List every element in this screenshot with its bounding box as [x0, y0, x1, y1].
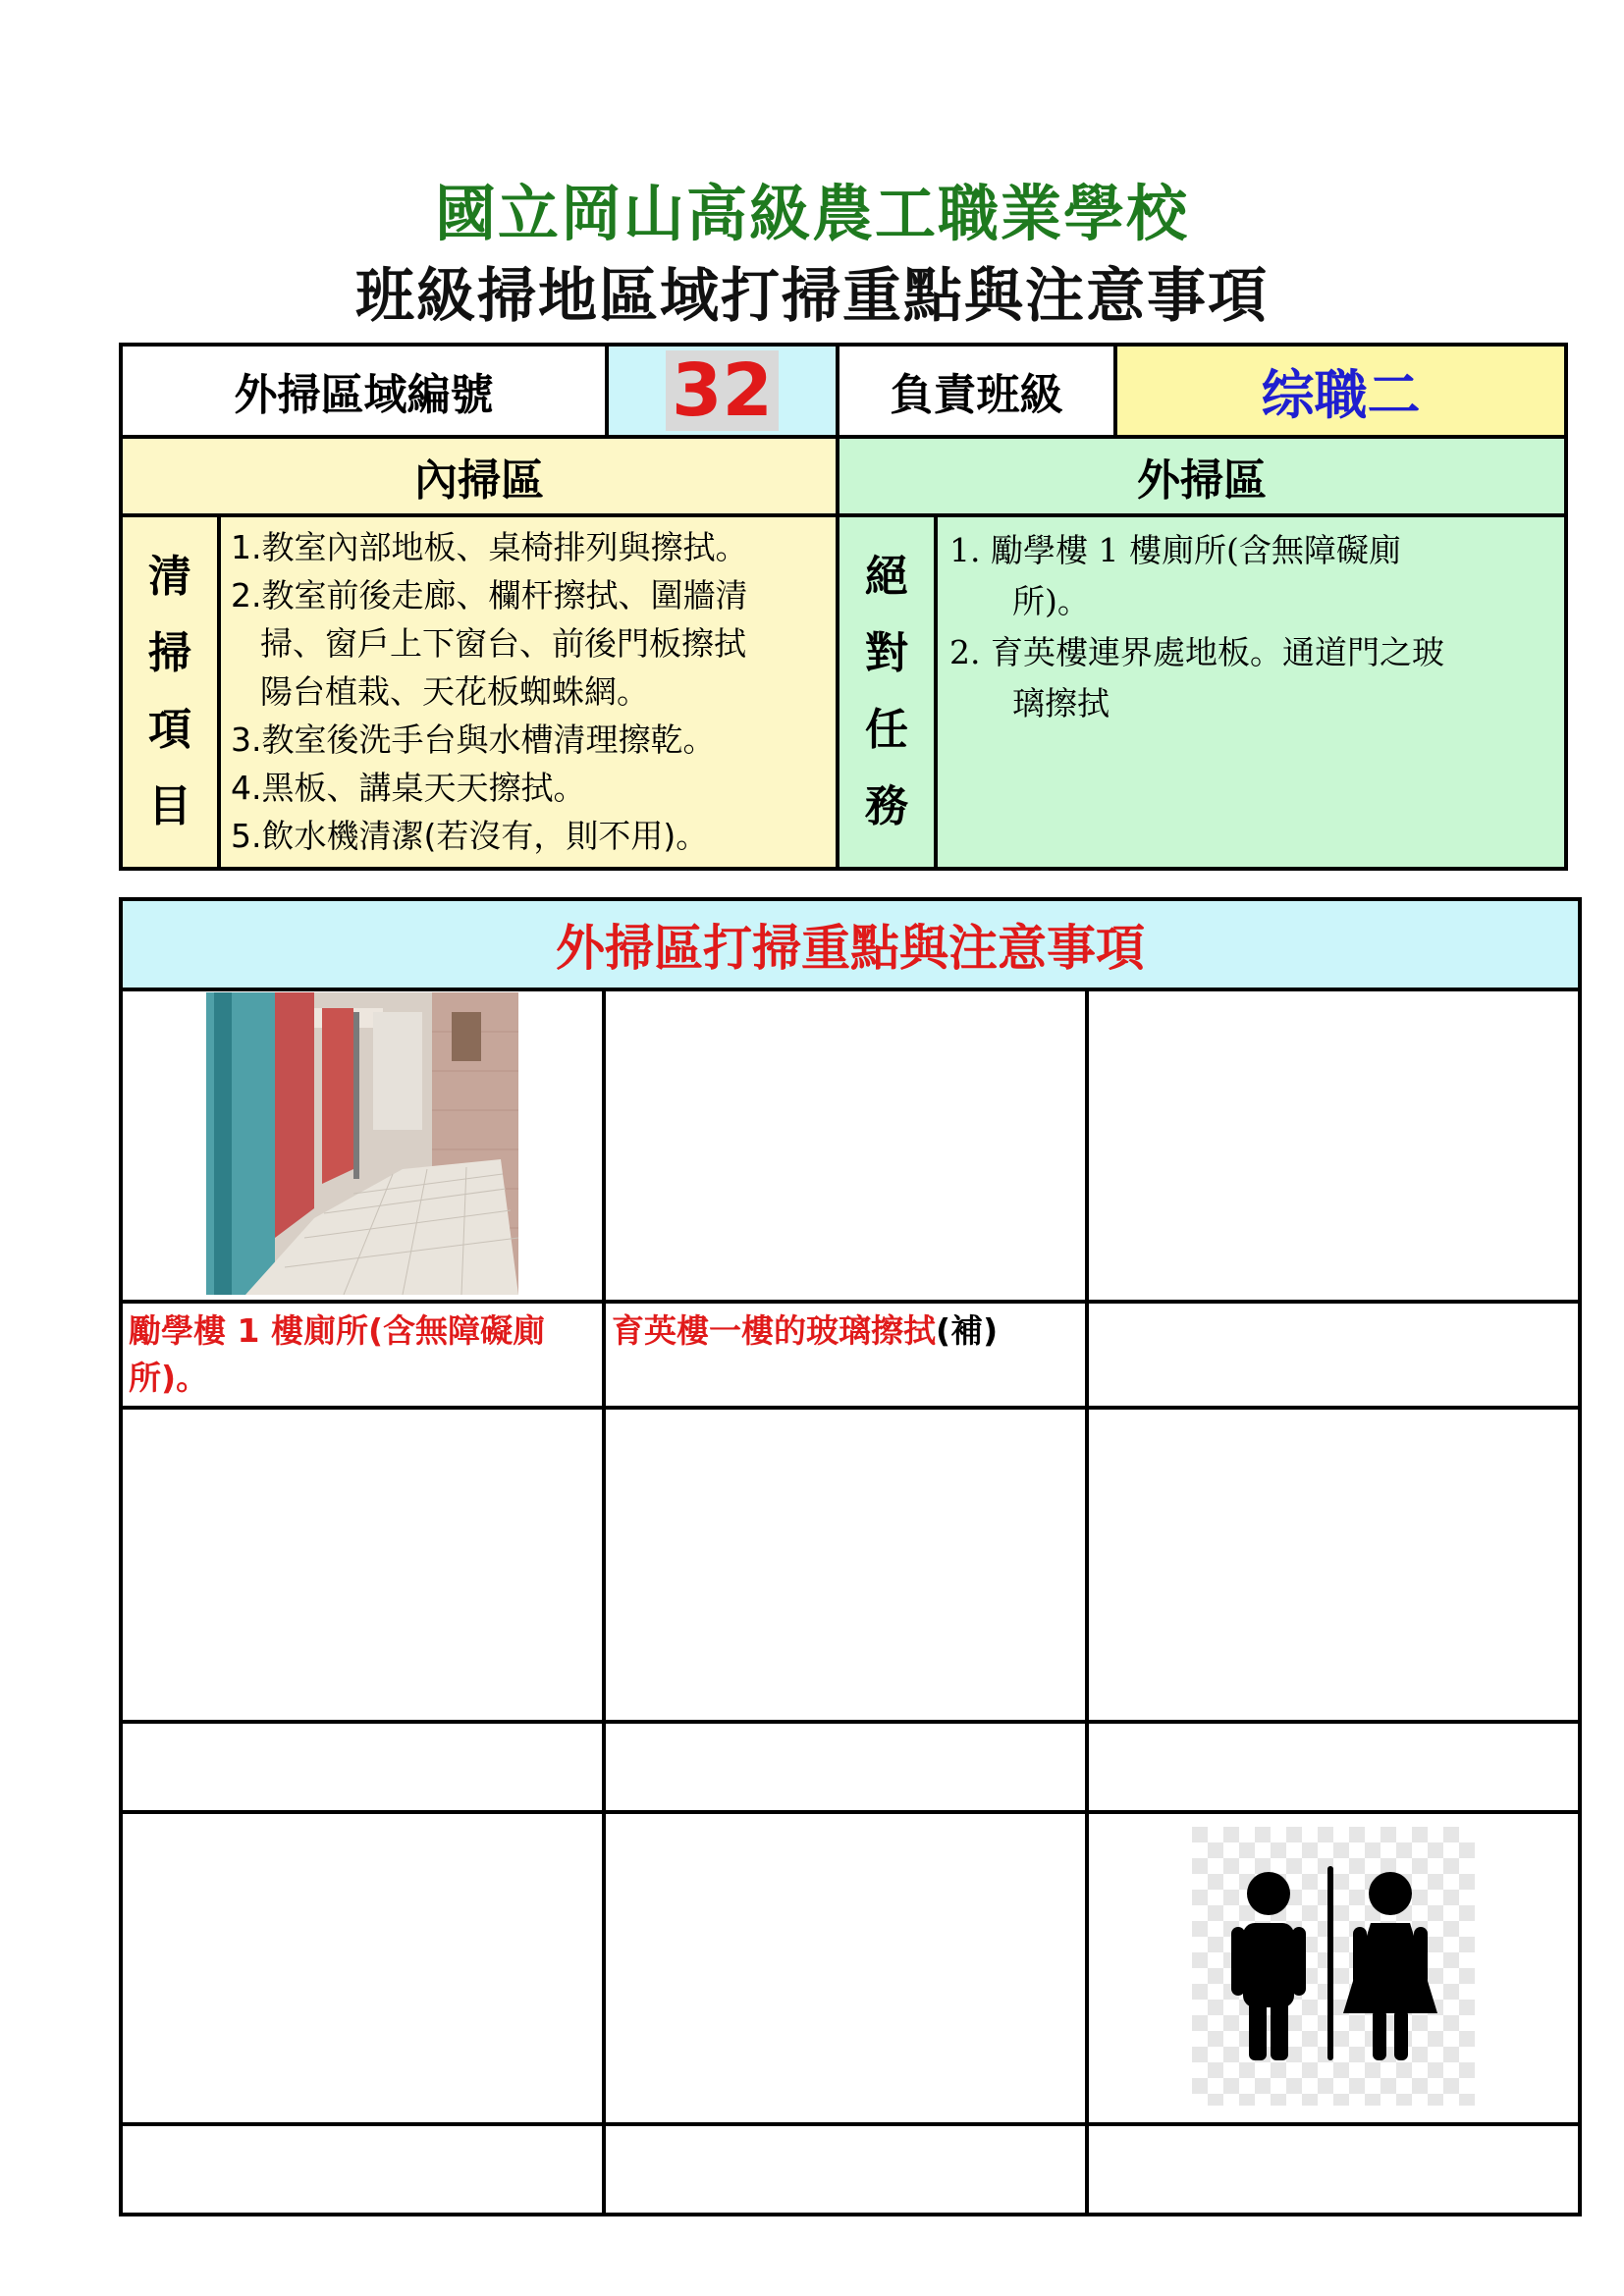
side-char: 清: [148, 552, 191, 602]
photo-cell-5: [604, 1408, 1087, 1722]
page-title: 班級掃地區域打掃重點與注意事項: [355, 262, 1269, 331]
photo-cell-8: [604, 1812, 1087, 2124]
notes-banner: 外掃區打掃重點與注意事項: [121, 899, 1580, 989]
side-char: 項: [148, 705, 191, 755]
caption-4: [121, 1722, 604, 1812]
caption-2-note: (補): [936, 1311, 999, 1350]
class-label: 負責班級: [838, 345, 1115, 437]
caption-7: [121, 2124, 604, 2215]
class-name: 综職二: [1115, 345, 1566, 437]
list-item: 3.教室後洗手台與水槽清理擦乾。: [231, 721, 716, 759]
caption-2: [604, 1302, 1087, 1408]
side-char: 任: [865, 705, 908, 755]
caption-1: 勵學樓 1 樓廁所(含無障礙廁所)。: [121, 1302, 604, 1408]
list-item: 掃、窗戶上下窗台、前後門板擦拭: [260, 624, 746, 663]
photo-cell-3: [1087, 989, 1580, 1302]
list-item: 所)。: [1012, 582, 1090, 620]
photo-cell-4: [121, 1408, 604, 1722]
outer-zone-heading: 外掃區: [838, 437, 1566, 515]
restroom-photo: [206, 992, 518, 1295]
photo-cell-7: [121, 1812, 604, 2124]
side-char: 目: [148, 781, 191, 831]
zone-label: 外掃區域編號: [121, 345, 607, 437]
photo-cell-2: [604, 989, 1087, 1302]
outer-task-list: [936, 515, 1566, 869]
caption-3: [1087, 1302, 1580, 1408]
cleaning-items-label: [121, 515, 219, 869]
list-item: 5.飲水機清潔(若沒有，則不用)。: [231, 817, 709, 855]
list-item: 2. 育英樓連界處地板。通道門之玻: [949, 633, 1444, 671]
caption-2-text: 育英樓一樓的玻璃擦拭: [612, 1311, 936, 1350]
photo-cell-6: [1087, 1408, 1580, 1722]
absolute-tasks-label: [838, 515, 936, 869]
side-char: 絕: [865, 552, 908, 602]
zone-number: 32: [666, 350, 779, 431]
side-char: 掃: [148, 628, 191, 678]
list-item: 陽台植栽、天花板蜘蛛網。: [260, 672, 649, 711]
list-item: 1.教室內部地板、桌椅排列與擦拭。: [231, 528, 748, 566]
inner-zone-heading: 內掃區: [121, 437, 838, 515]
list-item: 4.黑板、講桌天天擦拭。: [231, 769, 586, 807]
caption-8: [604, 2124, 1087, 2215]
caption-6: [1087, 1722, 1580, 1812]
zone-number-cell: [607, 345, 838, 437]
notes-table: [119, 897, 1582, 2216]
list-item: 2.教室前後走廊、欄杆擦拭、圍牆清: [231, 576, 748, 614]
restroom-sign-icon: [1192, 1827, 1475, 2106]
school-name: 國立岡山高級農工職業學校: [434, 178, 1189, 249]
side-char: 對: [865, 628, 908, 678]
assignment-table: [119, 343, 1568, 871]
caption-9: [1087, 2124, 1580, 2215]
photo-cell-1: [121, 989, 604, 1302]
list-item: 璃擦拭: [1012, 684, 1110, 722]
inner-task-list: [219, 515, 838, 869]
photo-cell-9: [1087, 1812, 1580, 2124]
caption-5: [604, 1722, 1087, 1812]
side-char: 務: [865, 781, 908, 831]
list-item: 1. 勵學樓 1 樓廁所(含無障礙廁: [949, 531, 1401, 569]
